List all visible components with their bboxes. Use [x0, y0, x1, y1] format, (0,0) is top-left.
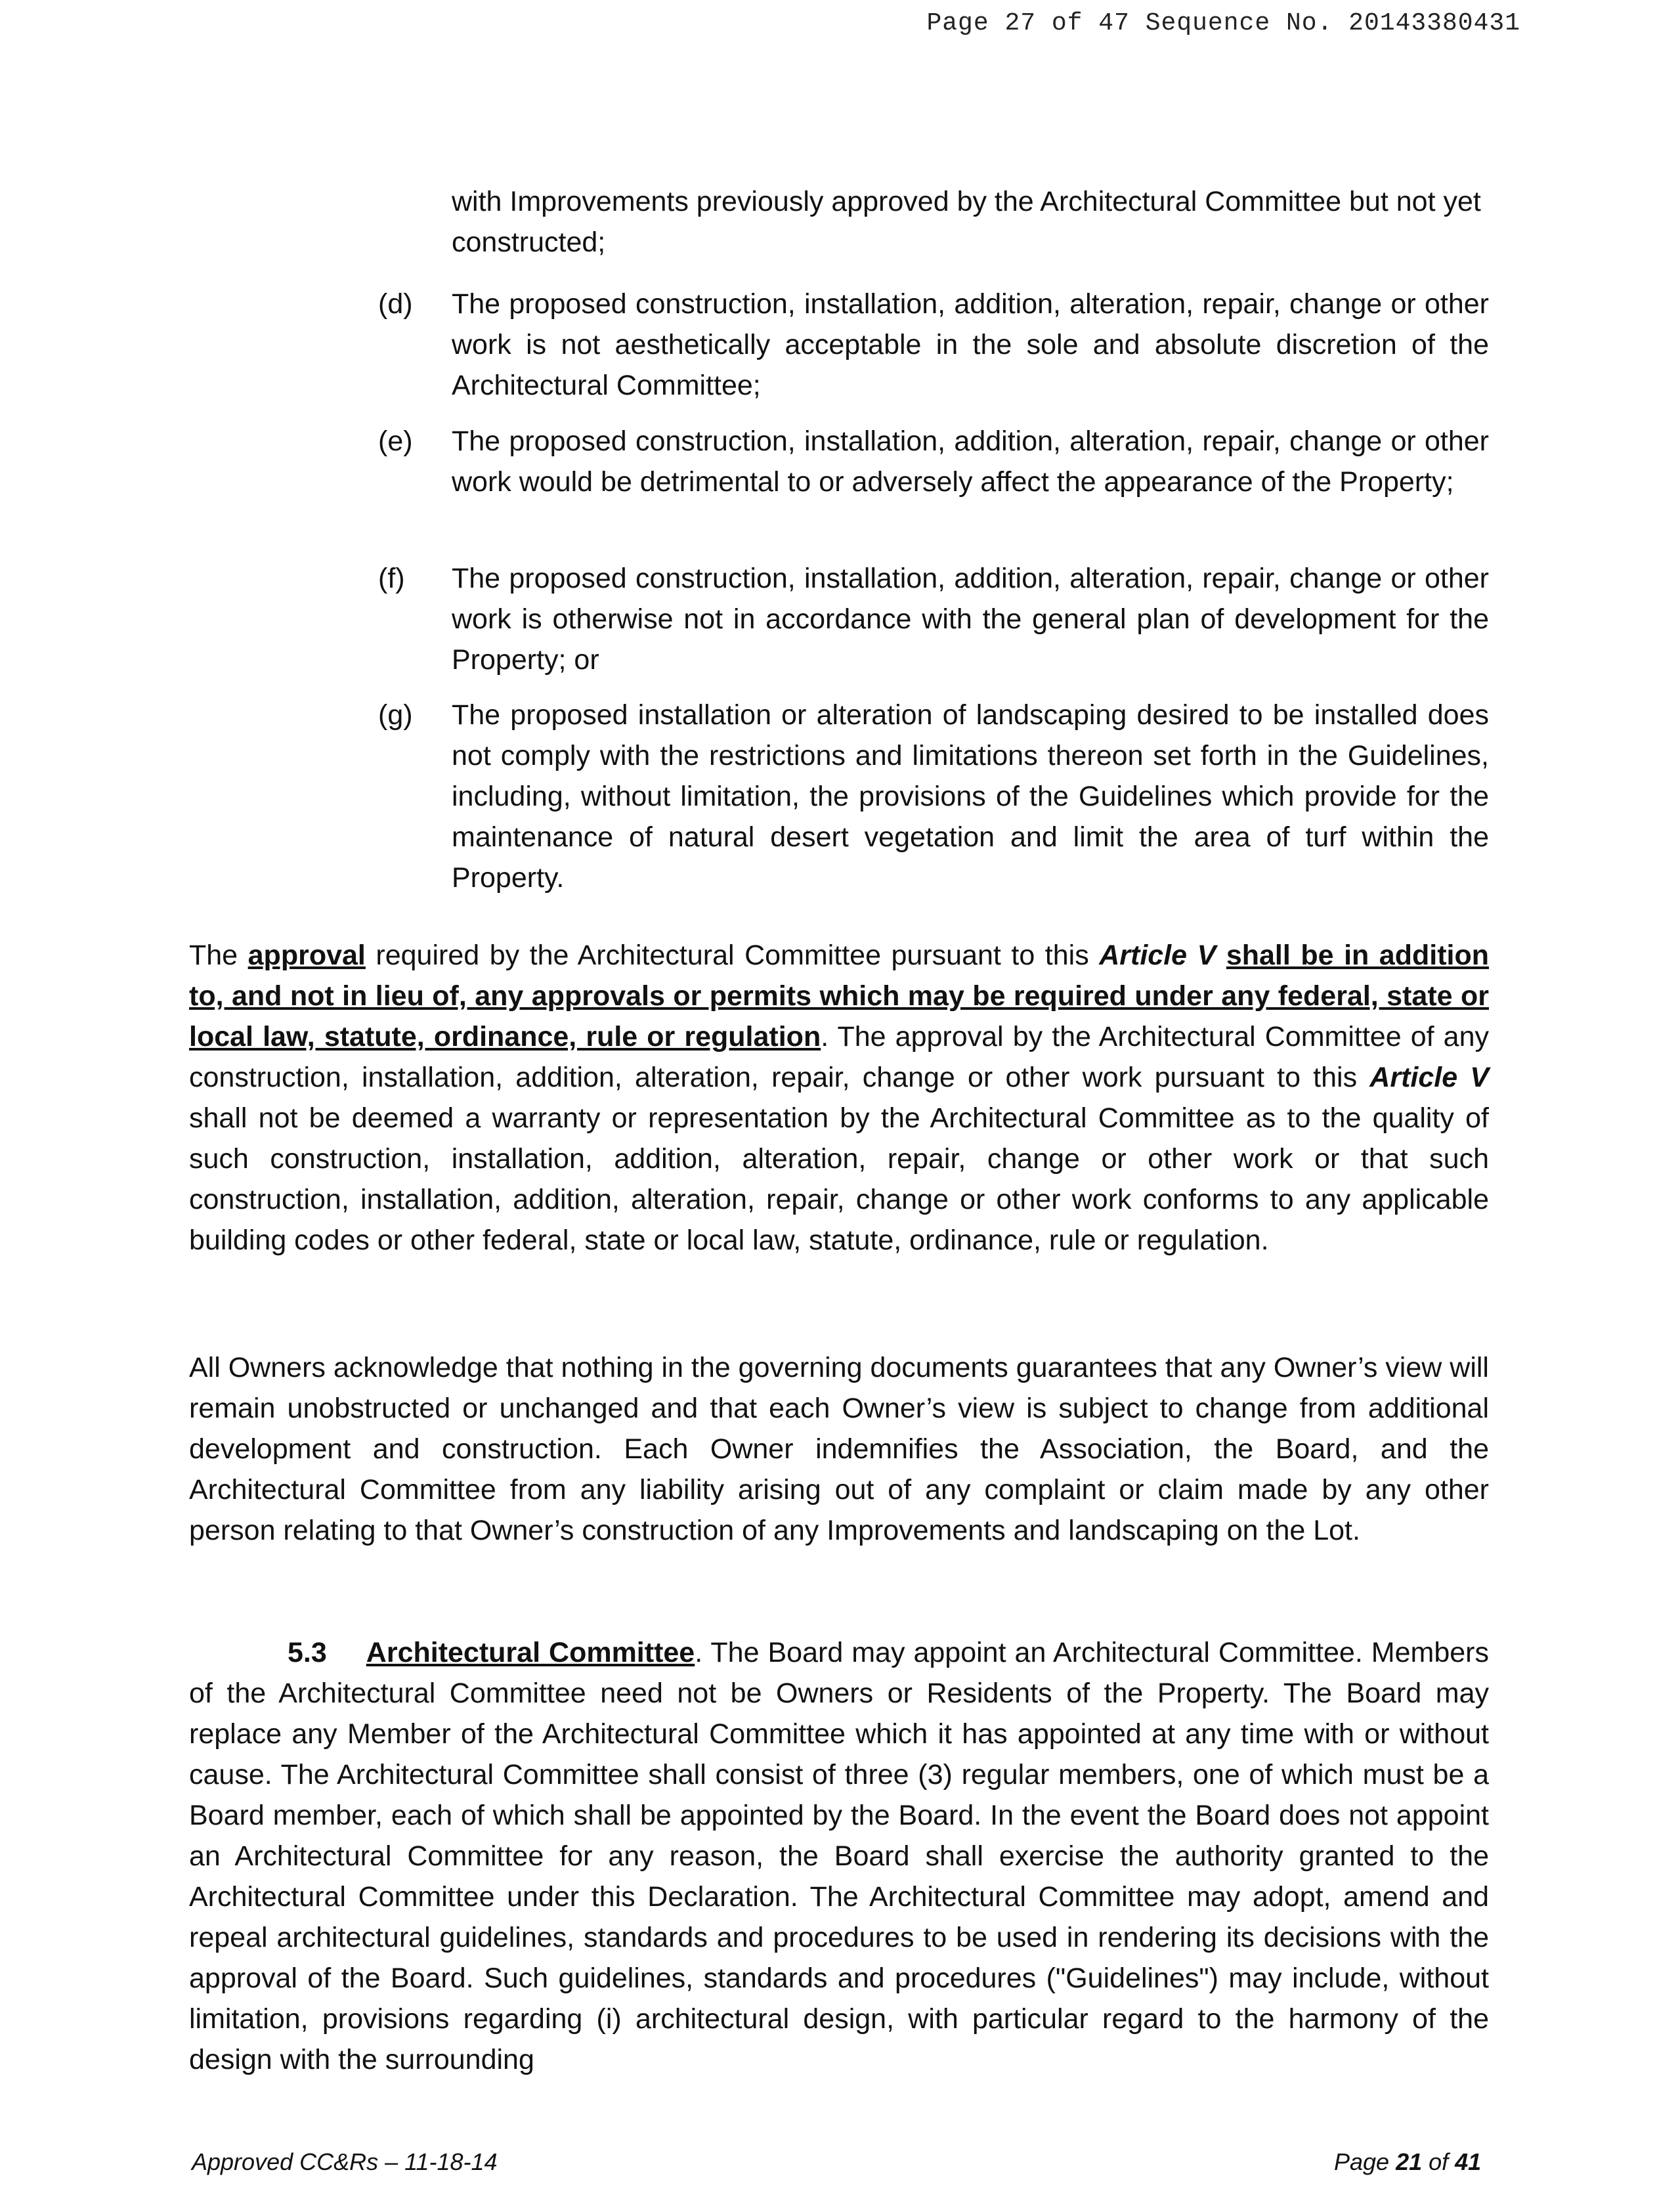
list-item-text: The proposed construction, installation, addition, alteration, repair, change or other work is otherwise not in accordance with the general plan of development for the Property; or: [452, 563, 1489, 676]
text-run: The: [189, 940, 248, 971]
article-reference: Article V: [1369, 1062, 1489, 1093]
section-text: The Board may appoint an Architectural Committee. Members of the Architectural Committee need not be Owners or Residents of the Property. The Board may replace any Member of the Architectural Committee which it has appointed at any time with or without cause. The Architectural Committee shall consist of three (3) regular members, one of which must be a Board member, each of which shall be appointed by the Board. In the event the Board does not appoint an Architectural Committee for any reason, the Board shall exercise the authority granted to the Architectural Committee under this Declaration. The Architectural Committee may adopt, amend and repeal architectural guidelines, standards and procedures to be used in rendering its decisions with the approval of the Board. Such guidelines, standards and procedures ("Guidelines") may include, without limitation, provisions regarding (i) architectural design, with particular regard to the harmony of the design with the surrounding: [189, 1637, 1489, 2075]
page-number: 21: [1396, 2148, 1423, 2175]
list-item-text: The proposed construction, installation, addition, alteration, repair, change or other work is not aesthetically acceptable in the sole and absolute discretion of the Architectural Committee;: [452, 288, 1489, 401]
text-run: . The approval by the Architectural Committee of any construction, installation, addition, alteration, repair, change or other work pursuant to this: [189, 1021, 1489, 1093]
text-run: of: [1422, 2148, 1455, 2175]
text-run: required by the Architectural Committee pursuant to this: [365, 940, 1100, 971]
page-total: 41: [1455, 2148, 1482, 2175]
text-run: [1216, 940, 1226, 971]
list-item-label: (f): [378, 563, 405, 594]
list-item-label: (d): [378, 288, 413, 320]
section-5-3: [189, 1632, 1489, 2080]
text-run: .: [695, 1637, 703, 1668]
section-number: 5.3: [288, 1637, 327, 1668]
list-item-text: The proposed installation or alteration of landscaping desired to be installed does not comply with the restrictions and limitations thereon set forth in the Guidelines, including, without limitation, the provisions of the Guidelines which provide for the maintenance of natural desert vegetation and limit the area of turf within the Property.: [452, 699, 1489, 894]
section-title: Architectural Committee: [366, 1637, 695, 1668]
underlined-clause: shall be in addition to, and not in lieu of, any approvals or permits which may be required under any federal, state or local law, statute, ordinance, rule or regulation: [189, 940, 1490, 1052]
underlined-term: approval: [247, 940, 366, 971]
continuation-text: with Improvements previously approved by the Architectural Committee but not yet constructed;: [452, 186, 1481, 258]
text-run: Page: [1334, 2148, 1396, 2175]
article-reference: Article V: [1099, 940, 1216, 971]
approval-paragraph: [189, 935, 1489, 1261]
list-item-label: (e): [378, 425, 413, 457]
footer-document-id: Approved CC&Rs – 11-18-14: [192, 2148, 498, 2175]
owners-paragraph: All Owners acknowledge that nothing in the governing documents guarantees that any Owner’s view will remain unobstructed or unchanged and that each Owner’s view is subject to change from additional development and construction. Each Owner indemnifies the Association, the Board, and the Architectural Committee from any liability arising out of any complaint or claim made by any other person relating to that Owner’s construction of any Improvements and landscaping on the Lot.: [189, 1352, 1489, 1546]
page-header: Page 27 of 47 Sequence No. 20143380431: [926, 9, 1520, 37]
footer-page-number: [1334, 2148, 1481, 2176]
text-run: shall not be deemed a warranty or representation by the Architectural Committee as to the quality of such construction, installation, addition, alteration, repair, change or other work or that such construction, installation, addition, alteration, repair, change or other work conforms to any applicable building codes or other federal, state or local law, statute, ordinance, rule or regulation.: [189, 1102, 1489, 1256]
list-item-text: The proposed construction, installation, addition, alteration, repair, change or other work would be detrimental to or adversely affect the appearance of the Property;: [452, 425, 1489, 498]
list-item-label: (g): [378, 699, 413, 731]
